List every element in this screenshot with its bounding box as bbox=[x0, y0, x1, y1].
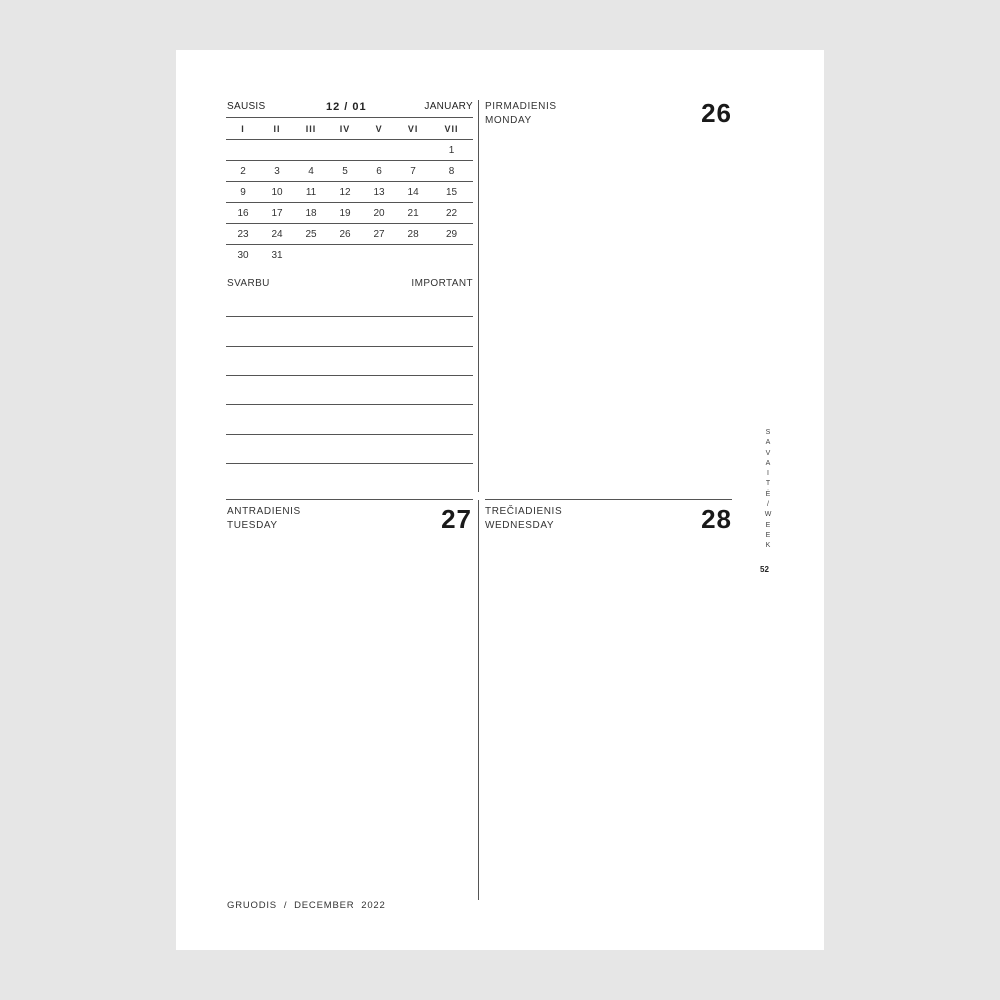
calendar-week-cell bbox=[396, 140, 430, 161]
calendar-week-cell: 24 bbox=[260, 224, 294, 245]
calendar-week-cell: 19 bbox=[328, 203, 362, 224]
tuesday-name-lt: ANTRADIENIS bbox=[227, 506, 301, 517]
calendar-weekday-cell: IV bbox=[328, 118, 362, 140]
calendar-week-cell: 1 bbox=[430, 140, 473, 161]
calendar-week-cell: 12 bbox=[328, 182, 362, 203]
week-letter: Ė bbox=[765, 490, 771, 498]
calendar-weekday-cell: I bbox=[226, 118, 260, 140]
footer-month: GRUODIS / DECEMBER 2022 bbox=[227, 900, 386, 911]
calendar-week-cell: 29 bbox=[430, 224, 473, 245]
week-letter: I bbox=[767, 470, 769, 478]
calendar-week-cell: 3 bbox=[260, 161, 294, 182]
calendar-week-row bbox=[226, 161, 473, 182]
calendar-week-cell: 18 bbox=[294, 203, 328, 224]
calendar-week-row bbox=[226, 140, 473, 161]
calendar-week-cell: 7 bbox=[396, 161, 430, 182]
calendar-week-cell: 20 bbox=[362, 203, 396, 224]
tuesday-label bbox=[227, 505, 301, 533]
calendar-week-cell: 26 bbox=[328, 224, 362, 245]
calendar-week-cell: 22 bbox=[430, 203, 473, 224]
calendar-week-cell bbox=[430, 245, 473, 266]
calendar-week-cell: 9 bbox=[226, 182, 260, 203]
calendar-week-cell bbox=[362, 245, 396, 266]
wednesday-date: 28 bbox=[701, 504, 732, 534]
calendar-week-cell: 5 bbox=[328, 161, 362, 182]
wednesday-label bbox=[485, 505, 562, 533]
calendar-weekday-cell: V bbox=[362, 118, 396, 140]
important-line bbox=[226, 346, 473, 347]
important-label-lt: SVARBU bbox=[227, 278, 270, 289]
calendar-month-en: JANUARY bbox=[424, 101, 473, 112]
monday-label bbox=[485, 100, 557, 128]
week-letter: K bbox=[765, 542, 771, 550]
important-line bbox=[226, 463, 473, 464]
week-letter: / bbox=[767, 501, 769, 509]
week-letter: E bbox=[765, 531, 771, 539]
important-label-en: IMPORTANT bbox=[411, 278, 473, 289]
calendar-week-cell: 27 bbox=[362, 224, 396, 245]
calendar-week-cell bbox=[362, 140, 396, 161]
calendar-month-number: 12 / 01 bbox=[326, 101, 367, 113]
week-vertical-label bbox=[763, 428, 773, 552]
calendar-week-cell: 31 bbox=[271, 249, 283, 261]
calendar-week-cell: 21 bbox=[396, 203, 430, 224]
important-line bbox=[226, 404, 473, 405]
calendar-week-cell bbox=[226, 140, 260, 161]
calendar-weekday-cell: VII bbox=[430, 118, 473, 140]
calendar-weekday-row bbox=[226, 118, 473, 140]
column-divider-bottom bbox=[478, 500, 479, 900]
calendar-month-lt: SAUSIS bbox=[227, 101, 266, 112]
week-letter: A bbox=[765, 459, 771, 467]
week-letter: A bbox=[765, 439, 771, 447]
calendar-week-cell bbox=[294, 245, 328, 266]
week-letter: T bbox=[765, 480, 771, 488]
calendar-week-cell: 14 bbox=[396, 182, 430, 203]
calendar-week-cell bbox=[328, 245, 362, 266]
wednesday-name-lt: TREČIADIENIS bbox=[485, 506, 563, 517]
wednesday-top-rule bbox=[485, 499, 732, 500]
week-letter: V bbox=[765, 449, 771, 457]
important-line bbox=[226, 434, 473, 435]
calendar-week-cell: 2 bbox=[226, 161, 260, 182]
calendar-week-cell: 28 bbox=[396, 224, 430, 245]
tuesday-top-rule bbox=[226, 499, 473, 500]
week-letter: E bbox=[765, 521, 771, 529]
calendar-weekday-cell: VI bbox=[396, 118, 430, 140]
week-letter: W bbox=[764, 511, 772, 519]
calendar-week-cell: 6 bbox=[362, 161, 396, 182]
week-number: 52 bbox=[760, 565, 769, 574]
calendar-week-cell: 25 bbox=[294, 224, 328, 245]
wednesday-name-en: WEDNESDAY bbox=[485, 520, 555, 531]
column-divider-top bbox=[478, 100, 479, 492]
calendar-week-cell: 16 bbox=[226, 203, 260, 224]
calendar-weekday-cell: III bbox=[294, 118, 328, 140]
monday-name-en: MONDAY bbox=[485, 115, 532, 126]
calendar-week-cell: 10 bbox=[260, 182, 294, 203]
monday-date: 26 bbox=[701, 98, 732, 128]
important-line bbox=[226, 316, 473, 317]
calendar-week-row bbox=[226, 182, 473, 203]
calendar-weekday-cell: II bbox=[260, 118, 294, 140]
calendar-week-row bbox=[226, 203, 473, 224]
calendar-week-row bbox=[226, 245, 473, 266]
tuesday-name-en: TUESDAY bbox=[227, 520, 278, 531]
calendar-week-cell: 17 bbox=[260, 203, 294, 224]
calendar-week-cell: 11 bbox=[294, 182, 328, 203]
calendar-week-cell bbox=[328, 140, 362, 161]
calendar-week-cell: 30 bbox=[237, 249, 249, 261]
calendar-week-row bbox=[226, 224, 473, 245]
tuesday-date: 27 bbox=[441, 504, 472, 534]
calendar-week-cell: 4 bbox=[294, 161, 328, 182]
calendar-week-cell bbox=[396, 245, 430, 266]
week-letter: S bbox=[765, 429, 771, 436]
calendar-week-cell bbox=[294, 140, 328, 161]
calendar-week-cell: 23 bbox=[226, 224, 260, 245]
calendar-week-cell: 8 bbox=[430, 161, 473, 182]
calendar-week-cell: 13 bbox=[362, 182, 396, 203]
mini-calendar bbox=[226, 118, 473, 265]
calendar-week-cell: 15 bbox=[430, 182, 473, 203]
important-line bbox=[226, 375, 473, 376]
planner-page bbox=[176, 50, 824, 950]
calendar-week-cell bbox=[260, 140, 294, 161]
monday-name-lt: PIRMADIENIS bbox=[485, 101, 557, 112]
